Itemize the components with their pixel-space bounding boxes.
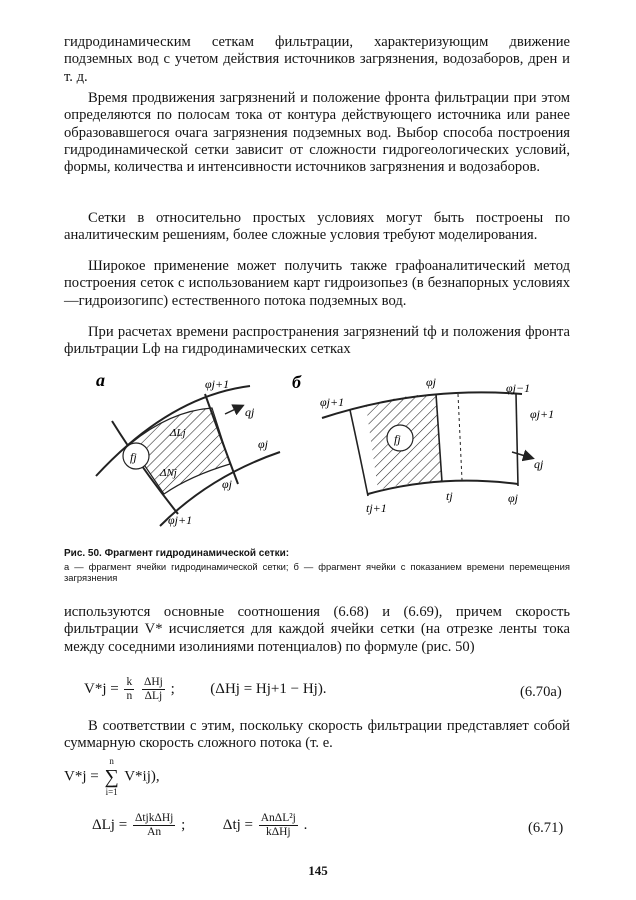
formula-671-end: . xyxy=(303,816,308,833)
figure-50 xyxy=(60,366,580,546)
label-phi-j-m1-b: φj−1 xyxy=(506,381,531,395)
formula-671-sep: ; xyxy=(181,816,186,833)
formula-670a-k-over-n xyxy=(124,676,134,703)
equipotential-left-b xyxy=(350,410,368,496)
sum-sigma: ∑ xyxy=(104,766,119,788)
formula-sum xyxy=(64,756,160,798)
formula-670a-dh-over-dl xyxy=(142,676,165,703)
cell-b-dashed xyxy=(458,394,462,480)
panel-b xyxy=(292,372,554,515)
frac-671-dt-num: AnΔL²j xyxy=(260,812,296,824)
formula-671-dl-left: ΔLj = xyxy=(92,816,128,833)
formula-670a-sep: ; xyxy=(170,680,175,697)
label-dn-a: ΔNj xyxy=(160,467,177,479)
formula-671 xyxy=(92,812,307,839)
frac-dh: ΔHj xyxy=(143,676,163,688)
frac-k: k xyxy=(126,676,133,688)
figure-caption-title: Рис. 50. Фрагмент гидродинамической сетки: xyxy=(64,548,290,559)
paragraph-3: Сетки в относительно простых условиях могут быть построены по аналитическим решениям, более сложные условия требуют моделирования. xyxy=(64,210,570,244)
paragraph-7: В соответствии с этим, поскольку скорость фильтрации представляет собой суммарную скорость сложного потока (т. е. xyxy=(64,718,570,752)
label-phi-j-bottom-a: φj xyxy=(222,477,232,491)
label-phi-j-top-b: φj xyxy=(426,375,436,389)
frac-671-dt-den: kΔHj xyxy=(265,826,291,838)
paragraph-2: Время продвижения загрязнений и положение фронта фильтрации при этом определяются по полосам тока от контура действующего источника или ранее образовавшегося очага загрязнения подземных вод. Выбор способа построения гидродинамической сетки зависит от сложности гидрогеологических условий, формы, количества и интенсивности источников загрязнения и водозаборов. xyxy=(64,90,570,176)
label-q-a: qj xyxy=(245,405,255,419)
label-phi-j-right-b: φj xyxy=(508,491,518,505)
panel-b-label: б xyxy=(292,372,301,392)
panel-a-label: а xyxy=(96,370,105,390)
formula-670a xyxy=(84,676,327,703)
label-dl-a: ΔLj xyxy=(170,427,186,439)
figure-caption-text: а — фрагмент ячейки гидродинамической сетки; б — фрагмент ячейки с показанием времени перемещения загрязнения xyxy=(64,561,570,583)
paragraph-4: Широкое применение может получить также графоаналитический метод построения сеток с использованием карт гидроизопьез (в безнапорных условиях—гидроизогипс) естественного потока подземных вод. xyxy=(64,258,570,309)
paragraph-5: При расчетах времени распространения загрязнений tф и положения фронта фильтрации Lф на гидродинамических сетках xyxy=(64,324,570,358)
formula-671-dl-frac xyxy=(133,812,175,839)
formula-670a-left: V*j = xyxy=(84,680,119,697)
sum-operator xyxy=(104,756,118,798)
frac-dl: ΔLj xyxy=(144,690,163,702)
formula-670a-right: (ΔHj = Hj+1 − Hj). xyxy=(210,680,327,697)
label-q-b: qj xyxy=(534,457,544,471)
q-arrow-a xyxy=(225,406,242,414)
equation-number-670a: (6.70а) xyxy=(520,684,562,700)
label-phi-j1-left-b: φj+1 xyxy=(320,395,345,409)
paragraph-1: гидродинамическим сеткам фильтрации, характеризующим движение подземных вод с учетом действия источников загрязнения, водозаборов, дрен и т. д. xyxy=(64,34,570,85)
panel-a xyxy=(96,370,280,527)
equation-number-671: (6.71) xyxy=(528,820,564,836)
q-arrow-b xyxy=(512,452,532,458)
page-number: 145 xyxy=(308,863,328,878)
sum-upper: n xyxy=(109,756,114,766)
label-phi-j1-bottom-a: φj+1 xyxy=(168,513,193,527)
label-phi-j1-right-b: φj+1 xyxy=(530,407,555,421)
label-f-a: fj xyxy=(130,450,137,464)
formula-sum-close: ), xyxy=(150,768,160,785)
formula-sum-term: V*ij xyxy=(124,768,151,785)
paragraph-6: используются основные соотношения (6.68) и (6.69), причем скорость фильтрации V* исчисляется для каждой ячейки сетки (на отрезке ленты тока между соседними изолиниями потенциалов) по формуле (рис. 50) xyxy=(64,604,570,655)
label-f-b: fj xyxy=(394,432,401,446)
sum-lower: i=1 xyxy=(105,787,118,797)
formula-671-dt-frac xyxy=(259,812,298,839)
frac-n: n xyxy=(126,690,133,702)
frac-671-dl-den: An xyxy=(147,826,162,838)
label-phi-j1-top-a: φj+1 xyxy=(205,377,230,391)
label-t-j-b: tj xyxy=(446,489,453,503)
frac-671-dl-num: ΔtjkΔHj xyxy=(134,812,174,824)
equipotential-right-b xyxy=(516,394,518,486)
label-t-j1-b: tj+1 xyxy=(366,501,387,515)
formula-671-dt-left: Δtj = xyxy=(222,816,253,833)
formula-sum-left: V*j = xyxy=(64,768,99,785)
label-phi-j-right-a: φj xyxy=(258,437,268,451)
